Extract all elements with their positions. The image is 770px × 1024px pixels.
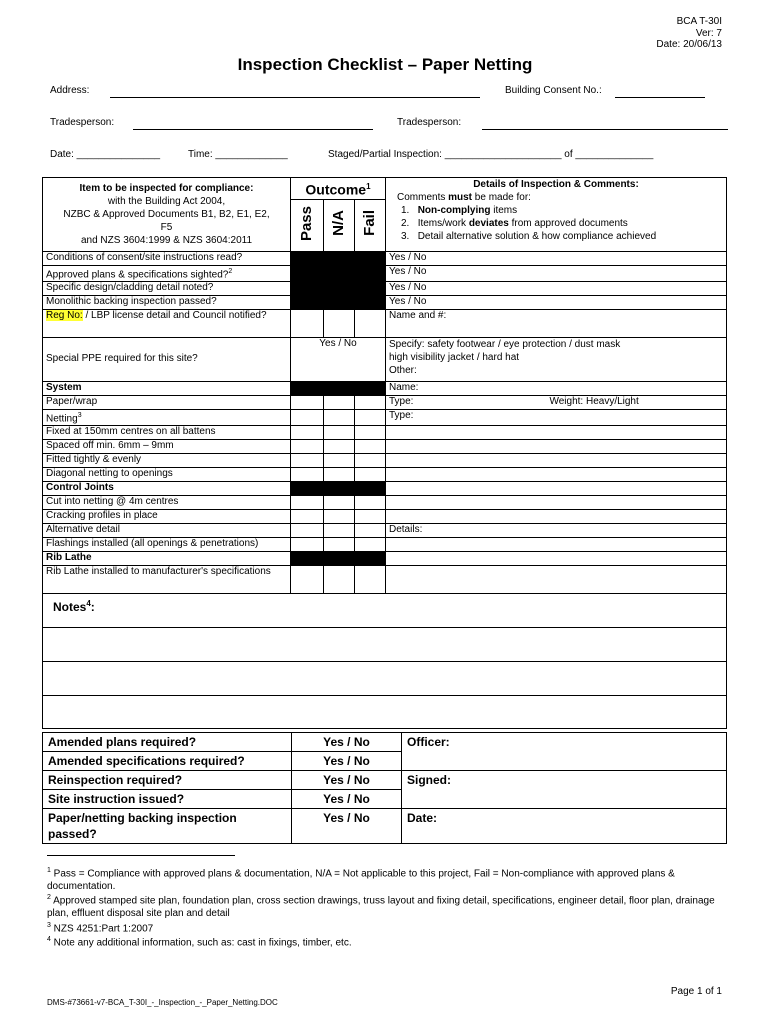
tradesperson-label-2: Tradesperson: (397, 117, 462, 128)
footnote-3: $^3$ NZS 4251:Part 1:2007 (47, 922, 154, 935)
na-cell[interactable] (324, 524, 355, 538)
na-cell[interactable] (324, 510, 355, 524)
section-heading: System (43, 381, 291, 395)
item-label: Fitted tightly & evenly (43, 454, 291, 468)
na-cell[interactable] (324, 440, 355, 454)
yes-no-option[interactable]: Yes / No (292, 733, 402, 752)
fail-cell[interactable] (355, 440, 386, 454)
na-cell[interactable] (324, 454, 355, 468)
pass-cell[interactable] (291, 309, 324, 337)
fail-cell[interactable] (355, 454, 386, 468)
time-field[interactable]: Time: _____________ (188, 149, 288, 160)
na-cell[interactable] (324, 496, 355, 510)
blocked-cell (291, 295, 386, 309)
amended-specs-label: Amended specifications required? (43, 752, 292, 771)
pass-cell[interactable] (291, 566, 324, 594)
fail-header: Fail (355, 199, 386, 251)
page-number: Page 1 of 1 (670, 986, 722, 997)
signed-field[interactable]: Signed: (402, 771, 727, 809)
pass-cell[interactable] (291, 496, 324, 510)
pass-cell[interactable] (291, 454, 324, 468)
item-header: Item to be inspected for compliance: with the Building Act 2004, NZBC & Approved Documents B1, B2, E1, E2, F5 and NZS 3604:1999 & NZS 3604:2011 (43, 178, 291, 252)
pass-header: Pass (291, 199, 324, 251)
item-label: Approved plans & specifications sighted?$^2$ (43, 265, 291, 281)
netting-type-field[interactable]: Type: (386, 409, 727, 425)
tradesperson-field-2[interactable] (482, 129, 728, 130)
item-label: Flashings installed (all openings & penetrations) (43, 538, 291, 552)
table-row (43, 440, 727, 454)
fail-cell[interactable] (355, 409, 386, 425)
fail-cell[interactable] (355, 395, 386, 409)
table-row (43, 295, 727, 309)
footnote-divider (47, 855, 235, 856)
date-field-bottom[interactable]: Date: (402, 809, 727, 844)
comment-cell[interactable] (386, 454, 727, 468)
page-title: Inspection Checklist – Paper Netting (237, 55, 533, 74)
notes-field[interactable]: Notes$^4$: (43, 594, 727, 628)
pass-cell[interactable] (291, 395, 324, 409)
officer-field[interactable]: Officer: (402, 733, 727, 771)
item-label: Conditions of consent/site instructions read? (43, 251, 291, 265)
item-label: Alternative detail (43, 524, 291, 538)
item-label: Reg No: / LBP license detail and Council notified? (43, 309, 291, 337)
item-label: Monolithic backing inspection passed? (43, 295, 291, 309)
item-label: Netting$^3$ (43, 409, 291, 425)
file-name: DMS-#73661-v7-BCA_T-30I_-_Inspection_-_Paper_Netting.DOC (47, 998, 278, 1007)
fail-cell[interactable] (355, 496, 386, 510)
system-name-field[interactable]: Name: (386, 381, 727, 395)
ppe-details[interactable]: Specify: safety footwear / eye protection / dust mask high visibility jacket / hard hat Other: (386, 337, 727, 381)
table-row (43, 251, 727, 265)
yes-no-option[interactable]: Yes / No (291, 337, 386, 381)
table-row (43, 468, 727, 482)
notes-line[interactable] (43, 662, 727, 696)
yes-no-option[interactable]: Yes / No (292, 790, 402, 809)
fail-cell[interactable] (355, 468, 386, 482)
pass-cell[interactable] (291, 426, 324, 440)
summary-table (42, 732, 727, 844)
fail-cell[interactable] (355, 524, 386, 538)
blocked-cell (291, 281, 386, 295)
comment-cell[interactable] (386, 566, 727, 594)
consent-field[interactable] (615, 97, 705, 98)
yes-no-option[interactable]: Yes / No (386, 281, 727, 295)
date-field[interactable]: Date: _______________ (50, 149, 161, 160)
staged-inspection-field[interactable]: Staged/Partial Inspection: _____________________ of ______________ (328, 149, 654, 160)
notes-line[interactable] (43, 696, 727, 729)
doc-date: Date: 20/06/13 (656, 39, 722, 50)
yes-no-option[interactable]: Yes / No (386, 251, 727, 265)
table-row (43, 426, 727, 440)
na-cell[interactable] (324, 395, 355, 409)
blocked-cell (291, 381, 386, 395)
blocked-cell (291, 265, 386, 281)
amended-plans-label: Amended plans required? (43, 733, 292, 752)
fail-cell[interactable] (355, 309, 386, 337)
item-label: Special PPE required for this site? (43, 337, 291, 381)
table-row (43, 281, 727, 295)
yes-no-option[interactable]: Yes / No (292, 771, 402, 790)
table-row (43, 510, 727, 524)
pass-cell[interactable] (291, 510, 324, 524)
section-heading: Rib Lathe (43, 552, 291, 566)
alternative-details-field[interactable]: Details: (386, 524, 727, 538)
section-heading: Control Joints (43, 482, 291, 496)
na-cell[interactable] (324, 468, 355, 482)
item-label: Diagonal netting to openings (43, 468, 291, 482)
fail-cell[interactable] (355, 538, 386, 552)
item-label: Specific design/cladding detail noted? (43, 281, 291, 295)
doc-reference: BCA T-30I (676, 16, 722, 27)
fail-cell[interactable] (355, 426, 386, 440)
item-label: Cut into netting @ 4m centres (43, 496, 291, 510)
yes-no-option[interactable]: Yes / No (386, 265, 727, 281)
comment-cell[interactable] (386, 552, 727, 566)
outcome-header: Outcome$^1$ (291, 178, 386, 200)
comment-cell[interactable] (386, 426, 727, 440)
name-field[interactable]: Name and #: (386, 309, 727, 337)
na-cell[interactable] (324, 566, 355, 594)
comment-cell[interactable] (386, 510, 727, 524)
item-label: Paper/wrap (43, 395, 291, 409)
blocked-cell (291, 482, 386, 496)
footnote-4: $^4$ Note any additional information, such as: cast in fixings, timber, etc. (47, 936, 352, 949)
item-label: Spaced off min. 6mm – 9mm (43, 440, 291, 454)
na-cell[interactable] (324, 309, 355, 337)
comment-cell[interactable] (386, 468, 727, 482)
site-instruction-label: Site instruction issued? (43, 790, 292, 809)
na-cell[interactable] (324, 538, 355, 552)
backing-passed-label: Paper/netting backing inspection passed? (43, 809, 292, 844)
notes-line[interactable] (43, 628, 727, 662)
footnote-2: $^2$ Approved stamped site plan, foundation plan, cross section drawings, truss layout and fixing detail, specifications, engineer detail, floor plan, drainage plan, effluent disposal site plan and detail (47, 894, 715, 920)
pass-cell[interactable] (291, 409, 324, 425)
tradesperson-field-1[interactable] (133, 129, 373, 130)
pass-cell[interactable] (291, 524, 324, 538)
reinspection-label: Reinspection required? (43, 771, 292, 790)
table-row (43, 482, 727, 496)
footnote-1: $^1$ Pass = Compliance with approved plans & documentation, N/A = Not applicable to this project, Fail = Non-compliance with approved plans & documentation. (47, 867, 675, 893)
table-row (43, 381, 727, 395)
yes-no-option[interactable]: Yes / No (386, 295, 727, 309)
doc-version: Ver: 7 (695, 28, 722, 39)
table-row (43, 337, 727, 381)
blocked-cell (291, 552, 386, 566)
comment-cell[interactable] (386, 482, 727, 496)
na-header: N/A (324, 199, 355, 251)
comment-cell[interactable] (386, 496, 727, 510)
item-label: Rib Lathe installed to manufacturer's specifications (43, 566, 291, 594)
table-row (43, 524, 727, 538)
na-cell[interactable] (324, 426, 355, 440)
fail-cell[interactable] (355, 566, 386, 594)
table-row (43, 496, 727, 510)
table-row (43, 552, 727, 566)
blocked-cell (291, 251, 386, 265)
wrap-details[interactable]: Type: Weight: Heavy/Light (386, 395, 727, 409)
item-label: Cracking profiles in place (43, 510, 291, 524)
pass-cell[interactable] (291, 440, 324, 454)
address-label: Address: (50, 85, 90, 96)
pass-cell[interactable] (291, 538, 324, 552)
fail-cell[interactable] (355, 510, 386, 524)
table-row (43, 265, 727, 281)
na-cell[interactable] (324, 409, 355, 425)
checklist-table (42, 177, 727, 729)
notes-row (43, 594, 727, 628)
table-row (43, 454, 727, 468)
item-label: Fixed at 150mm centres on all battens (43, 426, 291, 440)
tradesperson-label-1: Tradesperson: (50, 117, 115, 128)
table-row (43, 395, 727, 409)
pass-cell[interactable] (291, 468, 324, 482)
details-header: Details of Inspection & Comments: Comments must be made for: 1. Non-complying items 2. Items/work deviates from approved documents 3. Detail alternative solution & how compliance achieved (386, 178, 727, 252)
table-row (43, 409, 727, 425)
table-row (43, 566, 727, 594)
address-field[interactable] (110, 97, 480, 98)
table-row (43, 309, 727, 337)
table-row (43, 538, 727, 552)
yes-no-option[interactable]: Yes / No (292, 752, 402, 771)
comment-cell[interactable] (386, 538, 727, 552)
comment-cell[interactable] (386, 440, 727, 454)
yes-no-option[interactable]: Yes / No (292, 809, 402, 844)
consent-label: Building Consent No.: (505, 85, 602, 96)
